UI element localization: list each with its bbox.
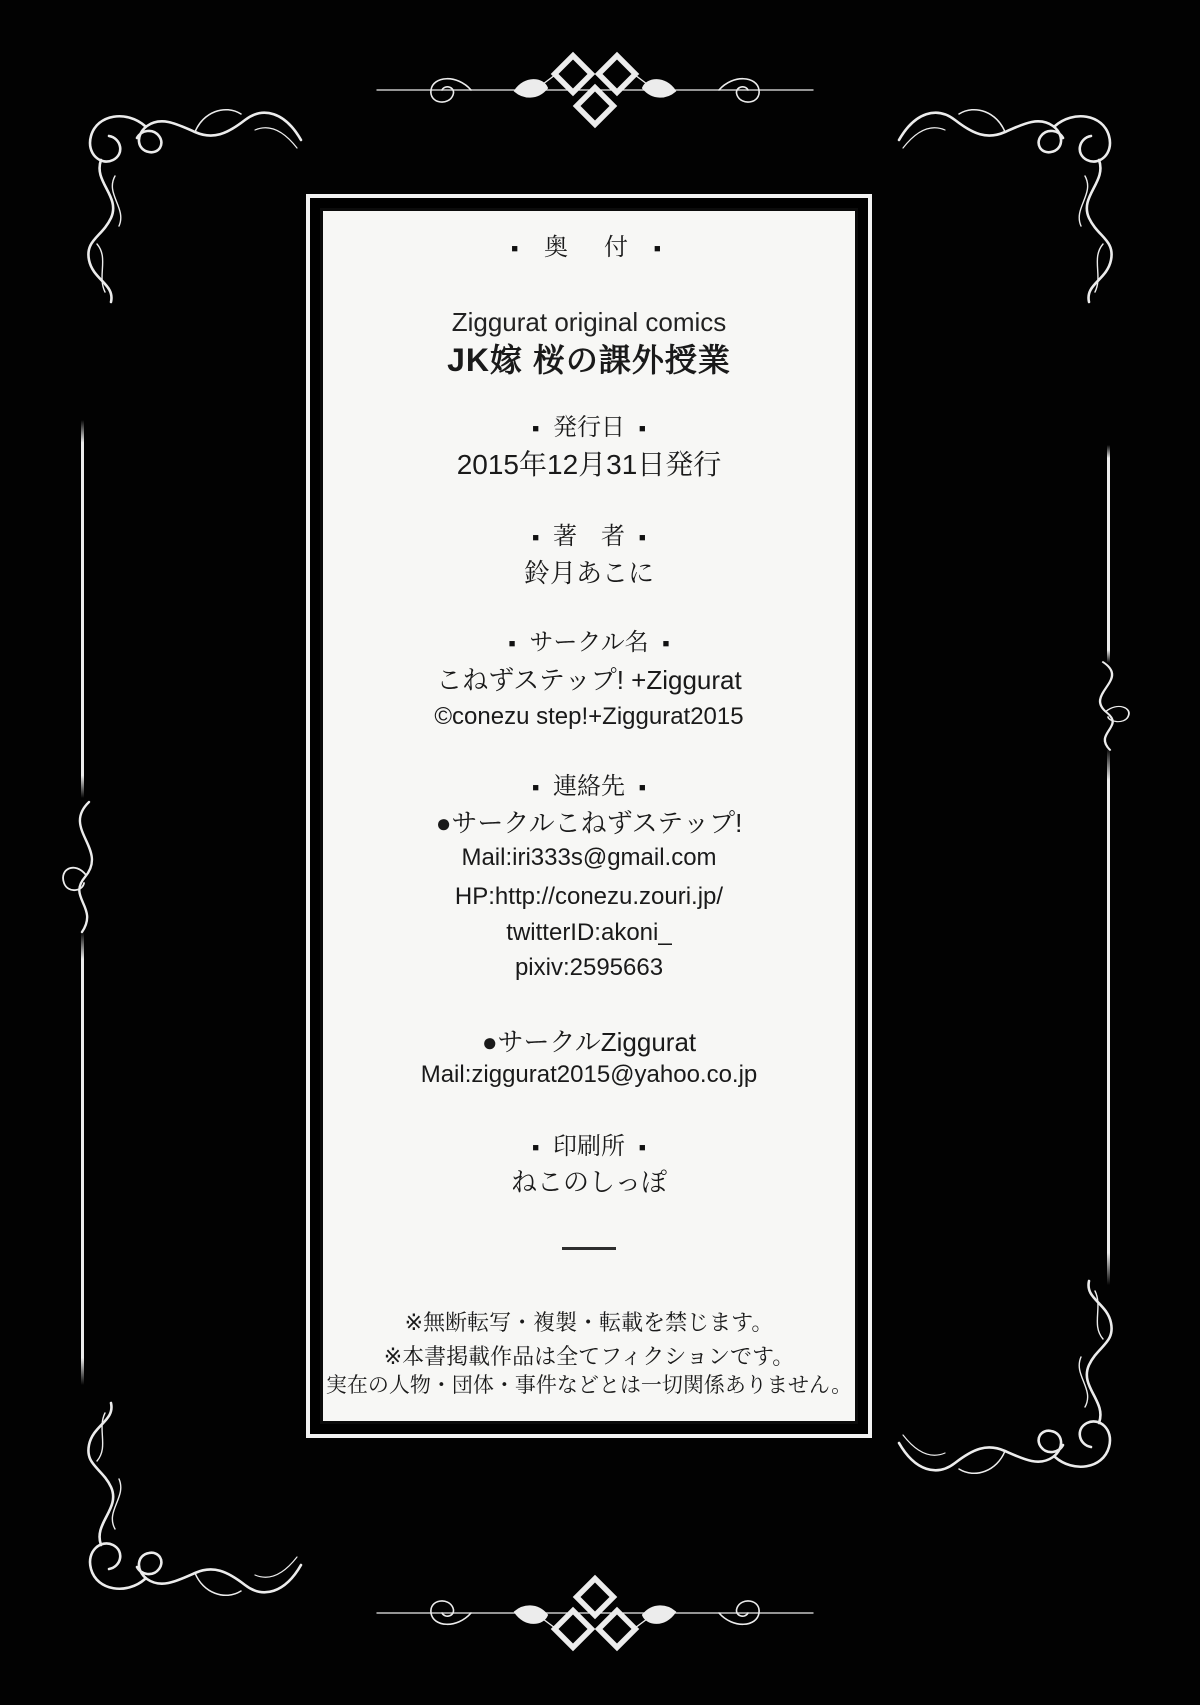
left-border-line: [81, 932, 84, 1385]
book-title: JK嫁 桜の課外授業: [447, 342, 731, 378]
contact-circle1-twitter: twitterID:akoni_: [506, 919, 672, 946]
square-marker-icon: ■: [508, 638, 516, 650]
contact-circle2-mail: Mail:ziggurat2015@yahoo.co.jp: [420, 1061, 758, 1088]
author-label: ■ 著 者 ■: [532, 523, 646, 550]
publish-label: ■ 発行日 ■: [532, 414, 646, 441]
right-border-line: [1107, 748, 1110, 1285]
corner-flourish-bottom-left-icon: [45, 1397, 305, 1657]
publish-date: 2015年12月31日発行: [456, 449, 722, 480]
colophon-header: [323, 236, 855, 260]
author-name: 鈴月あこに: [523, 558, 654, 588]
diamond-divider-top-icon: [375, 48, 815, 132]
square-marker-icon: ■: [639, 1142, 646, 1154]
series-name: Ziggurat original comics: [451, 307, 727, 337]
colophon-header-label: 奥 付: [544, 234, 634, 261]
right-line-swirl-icon: [1081, 660, 1137, 752]
contact-circle1-mail: Mail:iri333s@gmail.com: [461, 844, 717, 871]
circle-label: ■ サークル名 ■: [508, 629, 670, 656]
colophon-paper: [320, 208, 858, 1424]
left-border-line: [81, 420, 84, 798]
circle-name: こねずステップ! +Ziggurat: [436, 665, 742, 695]
printer-name: ねこのしっぽ: [510, 1167, 667, 1197]
contact-label: ■ 連絡先 ■: [532, 773, 646, 800]
notice-fiction: ※本書掲載作品は全てフィクションです。: [383, 1344, 795, 1369]
square-marker-icon: ■: [654, 243, 667, 255]
circle-copyright: ©conezu step!+Ziggurat2015: [434, 703, 744, 730]
square-marker-icon: ■: [662, 638, 670, 650]
contact-circle2-name: ●サークルZiggurat: [481, 1027, 697, 1057]
contact-circle1-pixiv: pixiv:2595663: [514, 954, 664, 981]
notice-no-relation: 実在の人物・団体・事件などとは一切関係ありません。: [325, 1374, 853, 1397]
left-line-swirl-icon: [55, 799, 111, 935]
square-marker-icon: ■: [532, 1142, 539, 1154]
contact-circle1-hp: HP:http://conezu.zouri.jp/: [454, 883, 724, 910]
square-marker-icon: ■: [511, 243, 524, 255]
square-marker-icon: ■: [639, 532, 646, 544]
corner-flourish-top-right-icon: [895, 48, 1155, 308]
square-marker-icon: ■: [532, 782, 539, 794]
corner-flourish-top-left-icon: [45, 48, 305, 308]
right-border-line: [1107, 445, 1110, 663]
square-marker-icon: ■: [532, 532, 539, 544]
printer-label: ■ 印刷所 ■: [532, 1133, 646, 1160]
square-marker-icon: ■: [532, 423, 539, 435]
colophon-frame: [306, 194, 872, 1438]
section-divider: [562, 1247, 616, 1250]
diamond-divider-bottom-icon: [375, 1571, 815, 1655]
square-marker-icon: ■: [639, 423, 646, 435]
square-marker-icon: ■: [639, 782, 646, 794]
notice-no-reproduction: ※無断転写・複製・転載を禁じます。: [404, 1310, 774, 1335]
corner-flourish-bottom-right-icon: [895, 1275, 1155, 1535]
contact-circle1-name: ●サークルこねずステップ!: [435, 808, 743, 838]
